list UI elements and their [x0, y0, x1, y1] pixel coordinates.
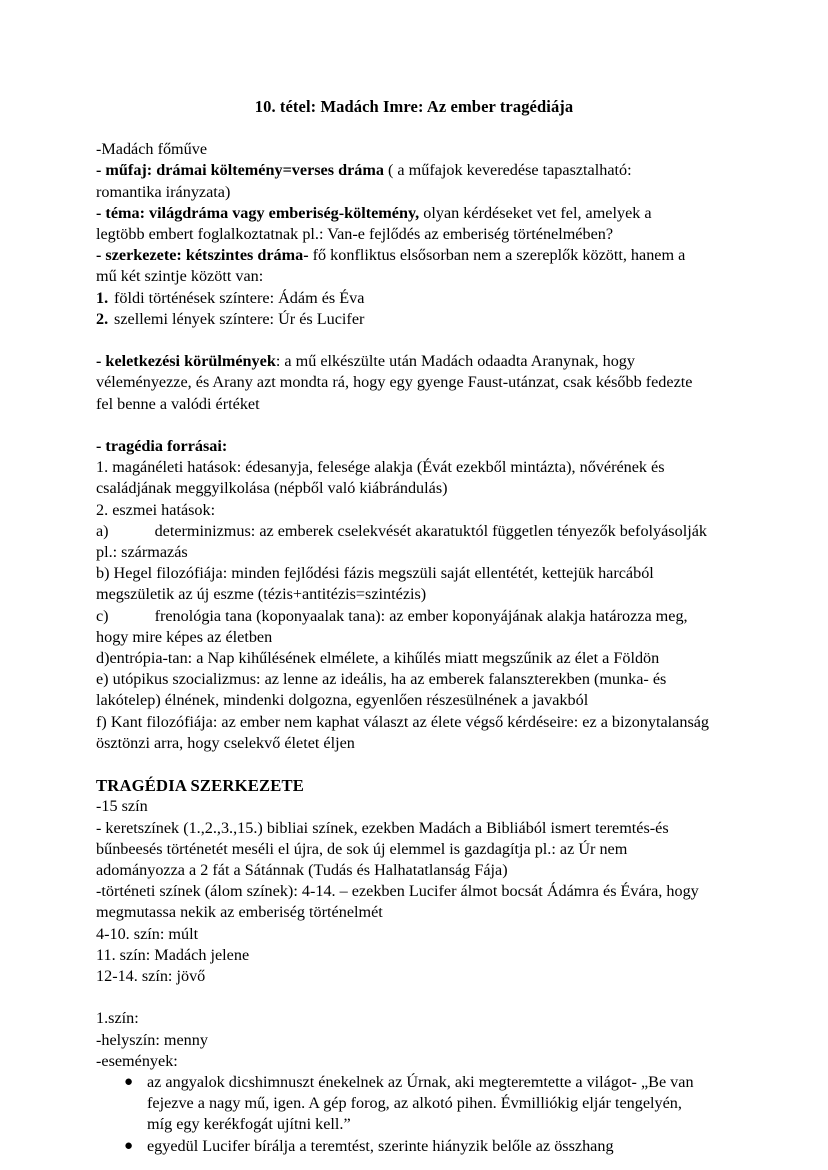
spacer: [96, 987, 732, 1008]
forrasok-heading-text: - tragédia forrásai:: [96, 436, 228, 455]
forrasok-item-1-line-1: 1. magánéleti hatások: édesanyja, felesége alakja (Évát ezekből mintázta), nővérének és: [96, 458, 665, 477]
forrasok-section: [96, 436, 732, 754]
torteneti-line-2: megmutassa nekik az emberiség történelmét: [96, 903, 383, 922]
forrasok-item-d-line-1: d)entrópia-tan: a Nap kihűlésének elmélete, a kihűlés miatt megszűnik az élet a Földön: [96, 648, 660, 667]
list-item: [96, 288, 732, 309]
forrasok-item-b-line-1: b) Hegel filozófiája: minden fejlődési fázis megszüli saját ellentétét, kettejük harcából: [96, 564, 654, 583]
forrasok-item-a-line-1: [96, 521, 732, 542]
forrasok-item-a-text: determinizmus: az emberek cselekvését akaratuktól független tényezők befolyásolják: [154, 521, 707, 540]
szintek-list: [96, 288, 732, 330]
forrasok-item-a-marker: a): [96, 521, 109, 540]
keletkezes-line-1: [96, 351, 732, 372]
keletkezes-line-3: fel benne a valódi értéket: [96, 394, 260, 413]
scene-range-item: 4-10. szín: múlt: [96, 924, 199, 943]
section-heading: TRAGÉDIA SZERKEZETE: [96, 776, 305, 796]
list-item: [96, 1136, 732, 1157]
tragedia-szerkezete-section: [96, 775, 732, 987]
forrasok-item-e-line-2: lakótelep) élnének, mindenki dolgozna, egyenlően részesülnének a javakból: [96, 691, 589, 710]
scene-one-section: [96, 1008, 732, 1156]
list-item-line: az angyalok dicshimnuszt énekelnek az Úrnak, aki megteremtette a világot- „Be van: [147, 1072, 694, 1091]
intro-line-tema: [96, 203, 732, 224]
keret-line-1: - keretszínek (1.,2.,3.,15.) bibliai színek, ezekben Madách a Bibliából ismert teremtés-és: [96, 818, 669, 837]
list-item-line: egyedül Lucifer bírálja a teremtést, szerinte hiányzik belőle az összhang: [147, 1136, 614, 1155]
list-item-line: fejezve a nagy mű, igen. A gép forog, az alkotó pihen. Évmilliókig eljár tengelyén,: [147, 1094, 682, 1113]
list-item-number: 2.: [96, 309, 109, 328]
list-item: [96, 1072, 732, 1136]
intro-line-mufaj-cont: romantika irányzata): [96, 182, 231, 201]
forrasok-item-f-line-1: f) Kant filozófiája: az ember nem kaphat választ az élete végső kérdéseire: ez a bizonytalanság: [96, 712, 710, 731]
list-item-label: szellemi lények színtere: Úr és Lucifer: [110, 309, 365, 328]
tema-rest: olyan kérdéseket vet fel, amelyek a: [419, 203, 652, 222]
forrasok-item-c-marker: c): [96, 606, 109, 625]
szerkezete-label: - szerkezete: kétszintes dráma-: [96, 246, 309, 265]
bullet-dot-icon: ●: [124, 1073, 134, 1090]
list-item-number: 1.: [96, 288, 109, 307]
forrasok-item-f-line-2: ösztönzi arra, hogy cselekvő életet éljen: [96, 733, 355, 752]
keletkezes-section: [96, 351, 732, 415]
forrasok-item-c-text: frenológia tana (koponyaalak tana): az ember koponyájának alakja határozza meg,: [154, 606, 688, 625]
forrasok-heading: [96, 436, 732, 457]
list-item: [96, 309, 732, 330]
forrasok-item-e-line-1: e) utópikus szocializmus: az lenne az ideális, ha az emberek falanszterekben (munka- és: [96, 670, 667, 689]
bullet-dot-icon: ●: [124, 1137, 134, 1154]
intro-line-szerkezete-cont: mű két szintje között van:: [96, 267, 264, 286]
spacer: [96, 415, 732, 436]
intro-line-szerkezete: [96, 245, 732, 266]
scene-one-events-list: [96, 1072, 732, 1157]
keletkezes-rest: : a mű elkészülte után Madách odaadta Aranynak, hogy: [275, 352, 635, 371]
keret-line-2: bűnbeesés történetét meséli el újra, de sok új elemmel is gazdagítja pl.: az Úr nem: [96, 839, 628, 858]
intro-line-tema-cont: legtöbb embert foglalkoztatnak pl.: Van-e fejlődés az emberiség történelmében?: [96, 224, 614, 243]
mufaj-label: - műfaj: drámai költemény=verses dráma: [96, 161, 384, 180]
scene-one-title: 1.szín:: [96, 1009, 139, 1028]
document-body: [96, 139, 732, 1157]
forrasok-item-c-line-2: hogy mire képes az életben: [96, 627, 273, 646]
page-title: 10. tétel: Madách Imre: Az ember tragédiája: [254, 97, 574, 116]
forrasok-item-c-line-1: [96, 606, 732, 627]
scene-one-helyszin: -helyszín: menny: [96, 1030, 208, 1049]
scene-one-esemenyek-label: -események:: [96, 1051, 178, 1070]
szerkezete-rest: fő konfliktus elsősorban nem a szereplők között, hanem a: [308, 246, 686, 265]
keletkezes-label: - keletkezési körülmények: [96, 352, 276, 371]
forrasok-item-1-line-2: családjának meggyilkolása (népből való kiábrándulás): [96, 479, 448, 498]
keret-line-3: adományozza a 2 fát a Sátánnak (Tudás és Halhatatlanság Fája): [96, 860, 508, 879]
spacer: [96, 754, 732, 775]
intro-line-mufaj: [96, 160, 732, 181]
keletkezes-line-2: véleményezze, és Arany azt mondta rá, hogy egy gyenge Faust-utánzat, csak később fedezte: [96, 373, 693, 392]
scene-range-item: 12-14. szín: jövő: [96, 966, 206, 985]
szerkezete-line-1: -15 szín: [96, 797, 148, 816]
list-item-line: míg egy kerékfogát ujítni kell.”: [147, 1115, 351, 1134]
list-item-label: földi történések színtere: Ádám és Éva: [110, 288, 365, 307]
spacer: [96, 330, 732, 351]
forrasok-item-b-line-2: megszületik az új eszme (tézis+antitézis=szintézis): [96, 585, 427, 604]
mufaj-rest: ( a műfajok keveredése tapasztalható:: [383, 161, 632, 180]
forrasok-item-a-line-2: pl.: származás: [96, 542, 188, 561]
scene-range-item: 11. szín: Madách jelene: [96, 945, 250, 964]
intro-line-madach-fomuve: -Madách főműve: [96, 140, 208, 159]
forrasok-item-2: 2. eszmei hatások:: [96, 500, 216, 519]
torteneti-line-1: -történeti színek (álom színek): 4-14. – ezekben Lucifer álmot bocsát Ádámra és Évára, hogy: [96, 882, 699, 901]
tema-label: - téma: világdráma vagy emberiség-költemény,: [96, 203, 420, 222]
intro-section: [96, 139, 732, 287]
